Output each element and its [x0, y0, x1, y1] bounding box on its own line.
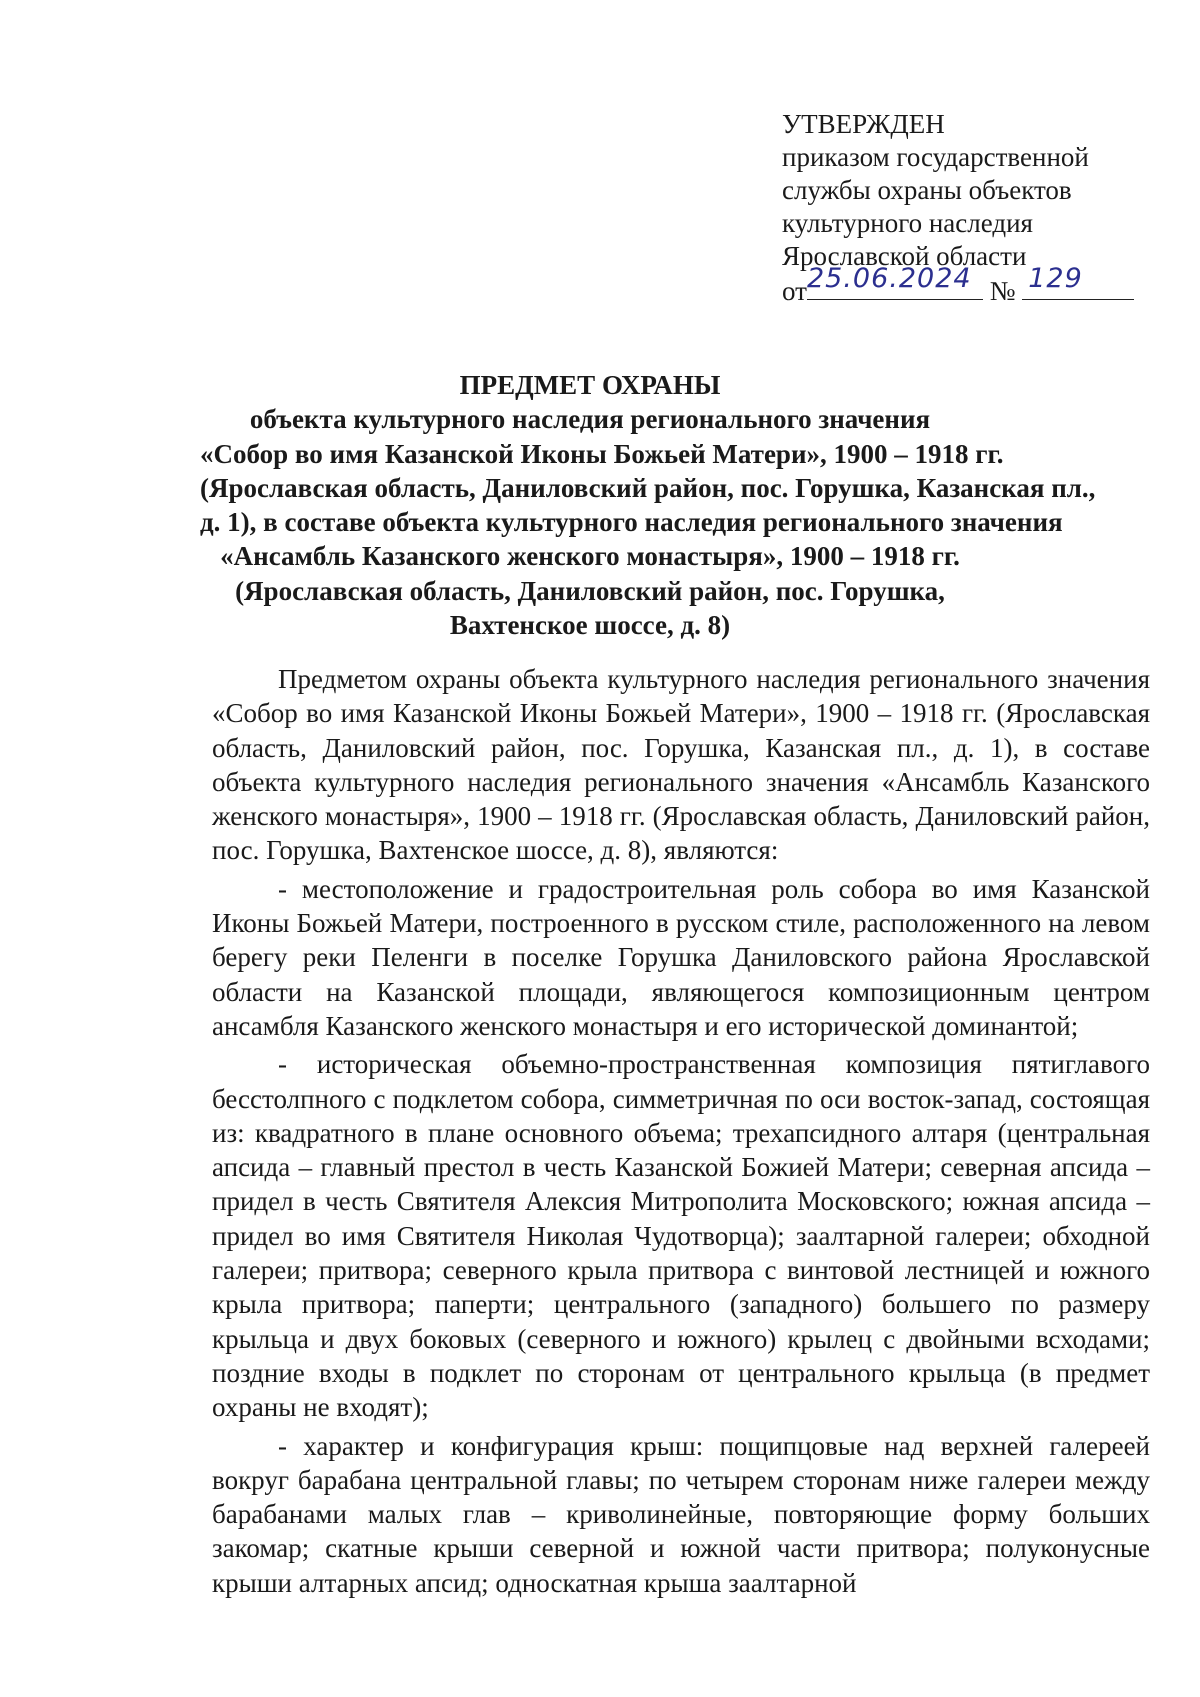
list-item-roofs: - характер и конфигурация крыш: пощипцовые над верхней галереей вокруг барабана центральной главы; по четырем сторонам ниже галереи между барабанами малых глав – криволинейные, повторяющие форму больших закомар; скатные крыши северной и южной части притвора; полуконусные крыши алтарных апсид; односкатная крыша заалтарной — [212, 1430, 1150, 1598]
title-line: ПРЕДМЕТ ОХРАНЫ — [459, 370, 721, 400]
approval-line: приказом государственной — [782, 142, 1089, 172]
title-line: (Ярославская область, Даниловский район, пос. Горушка, Казанская пл., — [200, 472, 1096, 503]
title-line: д. 1), в составе объекта культурного наследия регионального значения — [200, 507, 1063, 538]
approval-line: культурного наследия — [782, 208, 1033, 238]
date-blank — [806, 263, 983, 300]
approval-heading: УТВЕРЖДЕН — [782, 109, 945, 139]
intro-paragraph: Предметом охраны объекта культурного наследия регионального значения «Собор во имя Казанской Иконы Божьей Матери», 1900 – 1918 гг. (Ярославская область, Даниловский район, пос. Горушка, Казанская пл., д. 1), в составе объекта культурного наследия регионального значения «Ансамбль Казанского женского монастыря», 1900 – 1918 гг. (Ярославская область, Даниловский район, пос. Горушка, Вахтенское шоссе, д. 8), являются: — [212, 664, 1150, 866]
document-body — [212, 662, 1150, 1600]
approval-line: службы охраны объектов — [782, 175, 1072, 205]
date-prefix: от — [782, 276, 807, 306]
list-item-composition: - историческая объемно-пространственная композиция пятиглавого бесстолпного с подклетом собора, симметричная по оси восток-запад, состоящая из: квадратного в плане основного объема; трехапсидного алтаря (центральная апсида – главный престол в честь Казанской Божией Матери; северная апсида – придел в честь Святителя Алексия Митрополита Московского; южная апсида – придел во имя Святителя Николая Чудотворца); заалтарной галереи; обходной галереи; притвора; северного крыла притвора с винтовой лестницей и южного крыла притвора; паперти; центрального (западного) большего по размеру крыльца и двух боковых (северного и южного) крылец с двойными всходами; поздние входы в подклет по сторонам от центрального крыльца (в предмет охраны не входят); — [212, 1049, 1150, 1423]
handwritten-date: 25.06.2024 — [806, 263, 972, 294]
number-sign: № — [989, 276, 1016, 306]
title-line: «Ансамбль Казанского женского монастыря», 1900 – 1918 гг. — [220, 541, 960, 572]
approval-stamp-block — [782, 108, 1142, 306]
title-line: (Ярославская область, Даниловский район, пос. Горушка, — [235, 575, 945, 606]
approval-line: Ярославской области — [782, 241, 1027, 271]
number-blank — [1022, 263, 1134, 300]
document-title — [200, 368, 1096, 642]
list-item-location: - местоположение и градостроительная роль собора во имя Казанской Иконы Божьей Матери, построенного в русском стиле, расположенного на левом берегу реки Пеленги в поселке Горушка Даниловского района Ярославской области на Казанской площади, являющегося композиционным центром ансамбля Казанского женского монастыря и его исторической доминантой; — [212, 873, 1150, 1041]
order-date-number-line — [782, 263, 1142, 306]
title-line: «Собор во имя Казанской Иконы Божьей Матери», 1900 – 1918 гг. — [200, 438, 1004, 469]
handwritten-number: 129 — [1028, 263, 1083, 294]
title-line: объекта культурного наследия регионального значения — [249, 404, 931, 435]
title-line: Вахтенское шоссе, д. 8) — [449, 610, 731, 641]
